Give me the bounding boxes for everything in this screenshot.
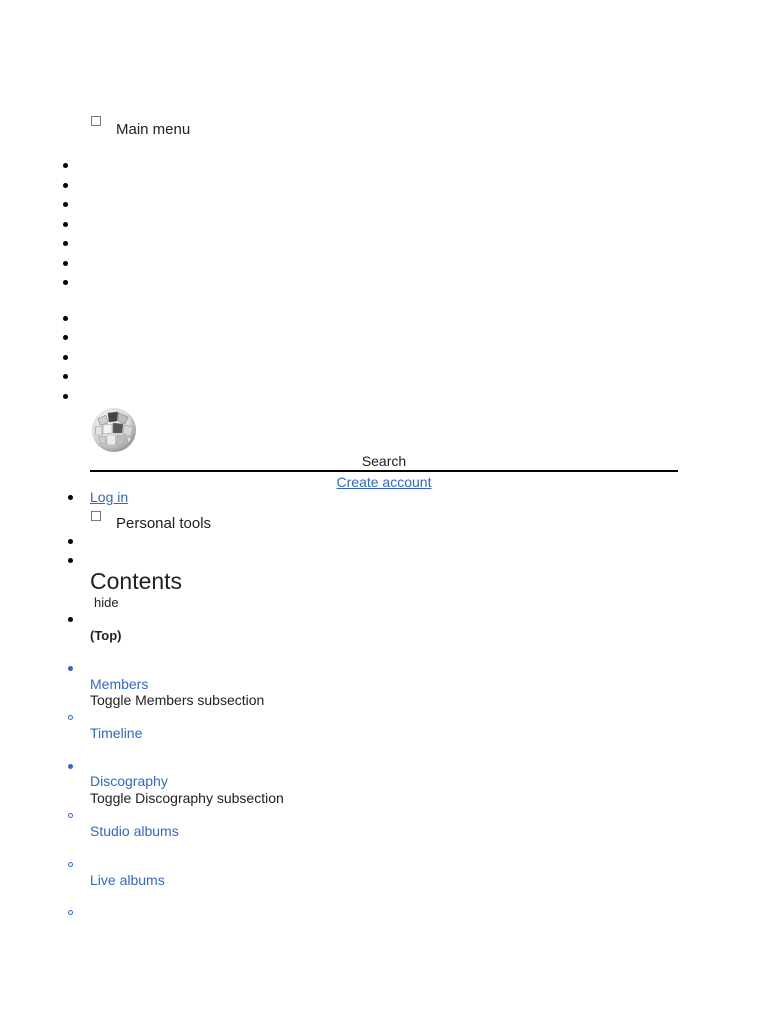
nav-bullet [63, 202, 68, 207]
main-menu-label[interactable]: Main menu [116, 121, 191, 138]
create-account-link[interactable]: Create account [336, 474, 432, 490]
nav-bullet [63, 241, 68, 246]
nav-bullet [63, 355, 68, 360]
tools-bullet [68, 539, 73, 544]
nav-bullet [63, 183, 68, 188]
nav-bullet [63, 280, 68, 285]
toggle-discography-subsection[interactable]: Toggle Discography subsection [90, 790, 284, 806]
toc-link-members[interactable]: Members [90, 676, 149, 692]
nav-bullet [63, 394, 68, 399]
search-label[interactable]: Search [361, 453, 407, 469]
nav-bullet [63, 222, 68, 227]
contents-hide-button[interactable]: hide [94, 595, 119, 610]
contents-title: Contents [90, 568, 183, 594]
nav-bullet [63, 163, 68, 168]
toc-sub-bullet [68, 715, 73, 720]
nav-bullet [63, 316, 68, 321]
main-menu-checkbox[interactable] [91, 116, 101, 126]
toc-top-link[interactable]: (Top) [90, 628, 122, 643]
log-in-link[interactable]: Log in [90, 489, 129, 505]
nav-bullet [63, 335, 68, 340]
toc-link-discography[interactable]: Discography [90, 773, 168, 789]
nav-bullet [63, 374, 68, 379]
toc-link-studio-albums[interactable]: Studio albums [90, 823, 179, 839]
toggle-members-subsection[interactable]: Toggle Members subsection [90, 692, 265, 708]
toc-bullet [68, 666, 73, 671]
login-bullet [68, 495, 73, 500]
toc-link-timeline[interactable]: Timeline [90, 725, 143, 741]
toc-sub-bullet [68, 910, 73, 915]
toc-bullet [68, 764, 73, 769]
personal-tools-checkbox[interactable] [91, 511, 101, 521]
toc-bullet [68, 617, 73, 622]
toc-link-live-albums[interactable]: Live albums [90, 872, 165, 888]
search-divider [90, 470, 678, 472]
wikipedia-globe-icon[interactable] [90, 405, 138, 453]
toc-sub-bullet [68, 862, 73, 867]
tools-bullet [68, 558, 73, 563]
toc-sub-bullet [68, 813, 73, 818]
nav-bullet [63, 261, 68, 266]
personal-tools-label[interactable]: Personal tools [116, 515, 212, 532]
